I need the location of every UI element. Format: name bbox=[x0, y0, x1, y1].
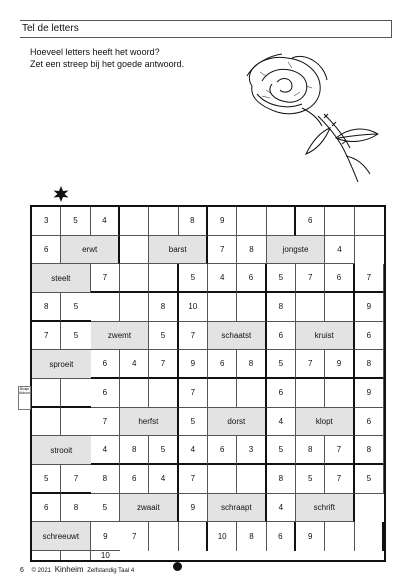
number-cell: 4 bbox=[91, 436, 120, 465]
number-cell bbox=[325, 207, 354, 236]
number-cell: 6 bbox=[267, 322, 296, 351]
number-cell: 4 bbox=[325, 236, 354, 265]
number-cell: 9 bbox=[355, 293, 384, 322]
word-cell: schraapt bbox=[208, 494, 267, 523]
number-cell: 10 bbox=[91, 551, 120, 560]
number-cell: 3 bbox=[237, 436, 266, 465]
word-cell: zwemt bbox=[91, 322, 150, 351]
page-footer bbox=[20, 566, 134, 575]
number-cell: 9 bbox=[179, 494, 208, 523]
word-cell: zwaait bbox=[120, 494, 179, 523]
instruction-line-2: Zet een streep bij het goede antwoord. bbox=[30, 59, 185, 69]
number-cell: 5 bbox=[61, 207, 90, 236]
word-cell: herfst bbox=[120, 408, 179, 437]
number-cell bbox=[91, 293, 120, 322]
number-cell bbox=[120, 293, 149, 322]
number-cell: 6 bbox=[325, 264, 354, 293]
number-cell bbox=[120, 379, 149, 408]
number-cell bbox=[149, 379, 178, 408]
number-cell bbox=[237, 379, 266, 408]
number-cell: 4 bbox=[267, 494, 296, 523]
number-cell: 6 bbox=[296, 207, 325, 236]
number-cell: 7 bbox=[149, 350, 178, 379]
number-cell bbox=[237, 293, 266, 322]
number-cell: 8 bbox=[296, 436, 325, 465]
number-cell: 8 bbox=[237, 522, 266, 551]
word-cell: kruist bbox=[296, 322, 355, 351]
number-cell bbox=[32, 408, 61, 437]
instruction-line-1: Hoeveel letters heeft het woord? bbox=[30, 47, 160, 57]
number-cell: 5 bbox=[61, 322, 90, 351]
word-cell: jongste bbox=[267, 236, 326, 265]
number-cell bbox=[149, 264, 178, 293]
number-cell bbox=[208, 379, 237, 408]
number-cell: 6 bbox=[355, 322, 384, 351]
number-cell: 9 bbox=[355, 379, 384, 408]
page-dot bbox=[173, 562, 182, 571]
number-cell: 7 bbox=[179, 465, 208, 494]
number-cell: 4 bbox=[91, 207, 120, 236]
worksheet-title: Tel de letters bbox=[22, 23, 79, 34]
word-cell: erwt bbox=[61, 236, 120, 265]
number-cell bbox=[325, 293, 354, 322]
number-cell bbox=[120, 207, 149, 236]
number-cell: 5 bbox=[149, 436, 178, 465]
number-cell: 4 bbox=[120, 350, 149, 379]
side-tab-line-2: Abbour bbox=[19, 391, 31, 395]
number-cell bbox=[237, 207, 266, 236]
star-icon bbox=[53, 186, 69, 202]
number-cell: 9 bbox=[325, 350, 354, 379]
number-cell: 8 bbox=[267, 465, 296, 494]
number-cell: 6 bbox=[267, 379, 296, 408]
word-cell: steelt bbox=[32, 264, 91, 293]
number-cell bbox=[208, 293, 237, 322]
number-cell: 6 bbox=[91, 350, 120, 379]
number-cell: 6 bbox=[208, 350, 237, 379]
number-cell bbox=[267, 207, 296, 236]
side-tab bbox=[18, 386, 31, 410]
number-cell: 8 bbox=[32, 293, 61, 322]
number-cell: 6 bbox=[91, 379, 120, 408]
number-cell: 5 bbox=[267, 436, 296, 465]
number-cell: 8 bbox=[149, 293, 178, 322]
number-cell bbox=[237, 465, 266, 494]
number-cell: 9 bbox=[296, 522, 325, 551]
number-cell bbox=[325, 522, 354, 551]
number-cell: 5 bbox=[179, 408, 208, 437]
word-cell: dorst bbox=[208, 408, 267, 437]
word-cell: schrift bbox=[296, 494, 355, 523]
number-cell: 7 bbox=[296, 264, 325, 293]
number-cell: 8 bbox=[267, 293, 296, 322]
number-cell: 5 bbox=[355, 465, 384, 494]
number-cell: 5 bbox=[91, 494, 120, 523]
number-cell: 5 bbox=[267, 350, 296, 379]
number-cell bbox=[32, 551, 61, 560]
word-cell: sproeit bbox=[32, 350, 91, 379]
number-cell: 7 bbox=[179, 322, 208, 351]
number-cell bbox=[296, 293, 325, 322]
number-cell: 10 bbox=[208, 522, 237, 551]
number-cell: 7 bbox=[179, 379, 208, 408]
side-tab-line-1: Blokje bbox=[19, 387, 30, 391]
number-cell: 6 bbox=[237, 264, 266, 293]
number-cell: 7 bbox=[32, 322, 61, 351]
number-cell bbox=[120, 264, 149, 293]
number-cell bbox=[179, 522, 208, 551]
number-cell bbox=[120, 236, 149, 265]
word-cell: schaatst bbox=[208, 322, 267, 351]
number-cell: 5 bbox=[149, 322, 178, 351]
series-name: Zelfstandig Taal 4 bbox=[87, 568, 135, 574]
number-cell: 9 bbox=[208, 207, 237, 236]
number-cell: 7 bbox=[91, 264, 120, 293]
number-cell: 8 bbox=[355, 350, 384, 379]
number-cell: 5 bbox=[32, 465, 61, 494]
number-cell: 8 bbox=[61, 494, 90, 523]
number-cell: 5 bbox=[61, 293, 90, 322]
number-cell: 6 bbox=[120, 465, 149, 494]
number-cell: 8 bbox=[237, 236, 266, 265]
number-cell bbox=[61, 551, 90, 560]
number-cell: 8 bbox=[91, 465, 120, 494]
number-cell: 6 bbox=[32, 494, 61, 523]
number-cell: 3 bbox=[32, 207, 61, 236]
number-cell: 4 bbox=[149, 465, 178, 494]
number-cell bbox=[149, 207, 178, 236]
number-cell: 8 bbox=[179, 207, 208, 236]
number-cell: 9 bbox=[179, 350, 208, 379]
number-cell: 8 bbox=[120, 436, 149, 465]
worksheet-title-bar bbox=[20, 20, 392, 38]
number-cell: 7 bbox=[208, 236, 237, 265]
number-cell bbox=[208, 465, 237, 494]
number-cell: 5 bbox=[179, 264, 208, 293]
number-cell bbox=[296, 379, 325, 408]
number-cell: 7 bbox=[120, 522, 149, 551]
number-cell: 5 bbox=[267, 264, 296, 293]
number-cell bbox=[325, 379, 354, 408]
number-cell: 7 bbox=[325, 436, 354, 465]
number-cell: 5 bbox=[296, 465, 325, 494]
rose-illustration bbox=[232, 46, 392, 186]
word-cell: klopt bbox=[296, 408, 355, 437]
number-cell: 9 bbox=[91, 522, 120, 551]
number-cell: 7 bbox=[61, 465, 90, 494]
number-cell: 4 bbox=[208, 264, 237, 293]
number-cell bbox=[355, 522, 384, 551]
number-cell: 4 bbox=[179, 436, 208, 465]
number-cell bbox=[61, 408, 90, 437]
copyright-text: © 2021 bbox=[31, 568, 52, 574]
number-cell: 6 bbox=[355, 408, 384, 437]
number-cell: 8 bbox=[237, 350, 266, 379]
word-cell: schreeuwt bbox=[32, 522, 91, 551]
number-cell bbox=[61, 379, 90, 408]
number-cell bbox=[32, 379, 61, 408]
word-cell: barst bbox=[149, 236, 208, 265]
number-cell: 7 bbox=[325, 465, 354, 494]
number-cell: 6 bbox=[267, 522, 296, 551]
publisher-name: Kinheim bbox=[54, 565, 84, 574]
number-cell: 8 bbox=[355, 436, 384, 465]
word-cell: strooit bbox=[32, 436, 91, 465]
number-cell: 7 bbox=[355, 264, 384, 293]
number-cell: 6 bbox=[32, 236, 61, 265]
number-cell: 7 bbox=[296, 350, 325, 379]
number-cell: 6 bbox=[208, 436, 237, 465]
page-number: 6 bbox=[20, 567, 24, 574]
number-cell: 10 bbox=[179, 293, 208, 322]
number-cell: 7 bbox=[91, 408, 120, 437]
number-cell bbox=[355, 207, 384, 236]
number-cell: 4 bbox=[267, 408, 296, 437]
number-cell bbox=[149, 522, 178, 551]
word-count-puzzle-grid bbox=[30, 205, 386, 562]
